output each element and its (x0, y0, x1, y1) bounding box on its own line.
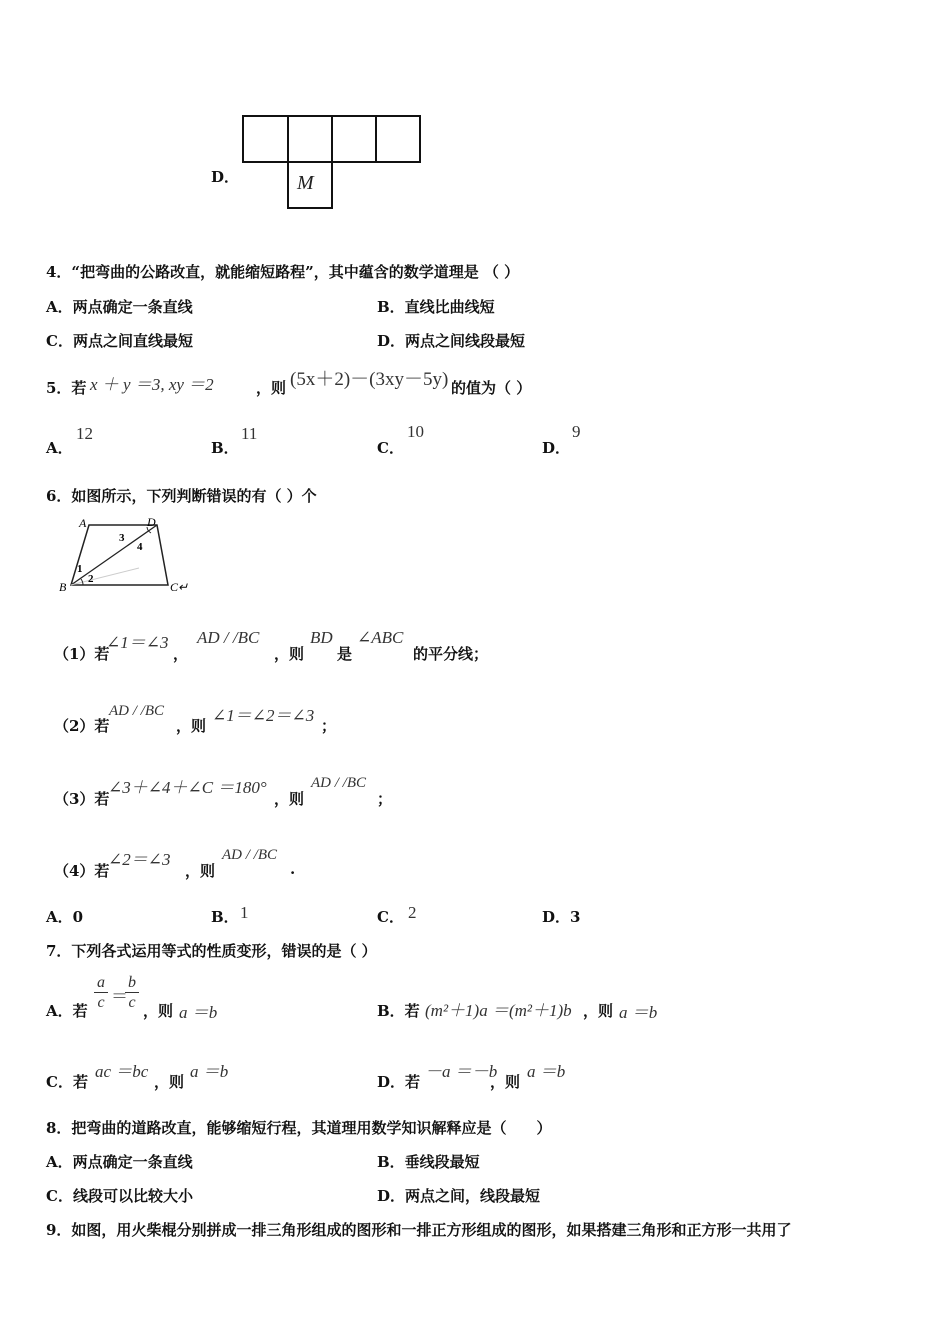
q7-b-then: ，则 (583, 1002, 614, 1020)
q7-a-then: ，则 (143, 1002, 174, 1020)
q6-s2-then: ，则 (176, 717, 207, 735)
q5-option-a-value: 12 (76, 424, 93, 443)
q6-s1-bd: BD (310, 628, 333, 647)
net-cell (375, 115, 421, 163)
q4-option-d: D．两点之间线段最短 (377, 332, 526, 350)
q6-s3-then: ，则 (274, 790, 305, 808)
q3-option-d-label: D． (211, 168, 240, 186)
q8-option-d: D．两点之间，线段最短 (377, 1187, 541, 1205)
fraction-numerator: b (125, 974, 139, 993)
q7-d-then: ，则 (490, 1073, 521, 1091)
q6-s2-lead: （2）若 (54, 717, 110, 735)
angle-3: 3 (119, 532, 125, 544)
fraction-numerator: a (94, 974, 108, 993)
q5-option-d-label: D． (542, 439, 571, 457)
q6-s4-lead: （4）若 (54, 862, 110, 880)
q6-option-c-value: 2 (408, 903, 417, 922)
q6-s2-cond: AD / /BC (109, 703, 164, 719)
q6-option-a: A．0 (46, 908, 84, 926)
q6-option-b-value: 1 (240, 903, 249, 922)
q7-stem: 7．下列各式运用等式的性质变形，错误的是（ ） (46, 942, 377, 960)
trapezoid-figure (55, 513, 205, 595)
q5-mid: ，则 (256, 379, 287, 397)
q6-s1-tail: 的平分线； (413, 645, 489, 663)
q7-a-concl: a ＝b (179, 1003, 218, 1022)
q4-option-a: A．两点确定一条直线 (46, 298, 193, 316)
q7-b-expr: (m²＋1)a ＝(m²＋1)b (425, 1001, 572, 1020)
net-cell (242, 115, 289, 163)
net-cell (331, 115, 377, 163)
q5-prefix: 5．若 (46, 379, 87, 397)
vertex-d: D (147, 515, 156, 529)
q6-s1-lead: （1）若 (54, 645, 110, 663)
q6-s3-lead: （3）若 (54, 790, 110, 808)
q4-option-c: C．两点之间直线最短 (46, 332, 193, 350)
vertex-b: B (59, 580, 67, 594)
q6-s1-then: ，则 (274, 645, 305, 663)
q6-s4-then: ，则 (185, 862, 216, 880)
q7-d-expr: －a ＝－b (425, 1062, 498, 1081)
q4-option-b: B．直线比曲线短 (377, 298, 495, 316)
q6-s4-tail: . (290, 860, 296, 878)
q5-condition: x ＋ y ＝3, xy ＝2 (90, 375, 214, 394)
q6-s1-angle: ∠ABC (357, 628, 404, 647)
q7-a-fraction-2 (125, 974, 139, 1013)
q8-option-c: C．线段可以比较大小 (46, 1187, 193, 1205)
q7-a-eq: ＝ (111, 987, 128, 1006)
fraction-denominator: c (97, 994, 105, 1011)
q6-s1-is: 是 (337, 645, 353, 663)
q6-s2-tail: ； (321, 717, 337, 735)
q5-option-b-value: 11 (241, 424, 258, 443)
q7-b-lead: B．若 (377, 1002, 420, 1020)
q6-s3-concl: AD / /BC (311, 775, 366, 791)
q6-s4-cond: ∠2＝∠3 (108, 850, 171, 869)
vertex-c: C↵ (170, 580, 189, 594)
q6-option-c-label: C． (377, 908, 404, 926)
q5-option-a-label: A． (46, 439, 73, 457)
q5-option-c-value: 10 (407, 422, 424, 441)
q7-a-fraction-1 (94, 974, 108, 1013)
net-cell (287, 115, 333, 163)
q4-stem: 4．“把弯曲的公路改直，就能缩短路程”，其中蕴含的数学道理是 （ ） (46, 263, 520, 281)
q8-option-b: B．垂线段最短 (377, 1153, 480, 1171)
q7-d-lead: D．若 (377, 1073, 421, 1091)
q7-b-concl: a ＝b (619, 1003, 658, 1022)
q6-s1-comma: ， (173, 645, 189, 663)
q5-option-d-value: 9 (572, 422, 581, 441)
q5-suffix: 的值为（ ） (451, 379, 532, 397)
vertex-a: A (79, 516, 87, 530)
diagonal-bd (71, 525, 157, 585)
q7-d-concl: a ＝b (527, 1062, 566, 1081)
angle-1: 1 (77, 563, 83, 575)
q6-option-d: D．3 (542, 908, 581, 926)
angle-4: 4 (137, 541, 143, 553)
angle-2: 2 (88, 573, 94, 585)
q8-option-a: A．两点确定一条直线 (46, 1153, 193, 1171)
q6-s3-cond: ∠3＋∠4＋∠C ＝180° (108, 778, 267, 797)
q6-s3-tail: ； (377, 790, 393, 808)
q8-stem: 8．把弯曲的道路改直，能够缩短行程，其道理用数学知识解释应是（ ） (46, 1119, 552, 1137)
net-cell-letter: M (297, 172, 314, 194)
q5-option-c-label: C． (377, 439, 404, 457)
q7-a-lead: A．若 (46, 1002, 88, 1020)
net-cell-labeled (287, 161, 333, 209)
q6-stem: 6．如图所示，下列判断错误的有（ ）个 (46, 487, 317, 505)
q6-s4-concl: AD / /BC (222, 847, 277, 863)
q9-stem: 9．如图，用火柴棍分别拼成一排三角形组成的图形和一排正方形组成的图形，如果搭建三角形和正方形一共用了 (46, 1221, 792, 1239)
q7-c-then: ，则 (154, 1073, 185, 1091)
q7-c-concl: a ＝b (190, 1062, 229, 1081)
q6-option-b-label: B． (211, 908, 239, 926)
q6-s2-concl: ∠1＝∠2＝∠3 (212, 706, 315, 725)
q7-c-lead: C．若 (46, 1073, 88, 1091)
q5-expression: (5x＋2)－(3xy－5y) (290, 369, 449, 390)
q5-option-b-label: B． (211, 439, 239, 457)
q6-s1-cond2: AD / /BC (197, 628, 260, 647)
q7-c-expr: ac ＝bc (95, 1062, 149, 1081)
q6-s1-cond1: ∠1＝∠3 (106, 633, 169, 652)
fraction-denominator: c (128, 994, 136, 1011)
